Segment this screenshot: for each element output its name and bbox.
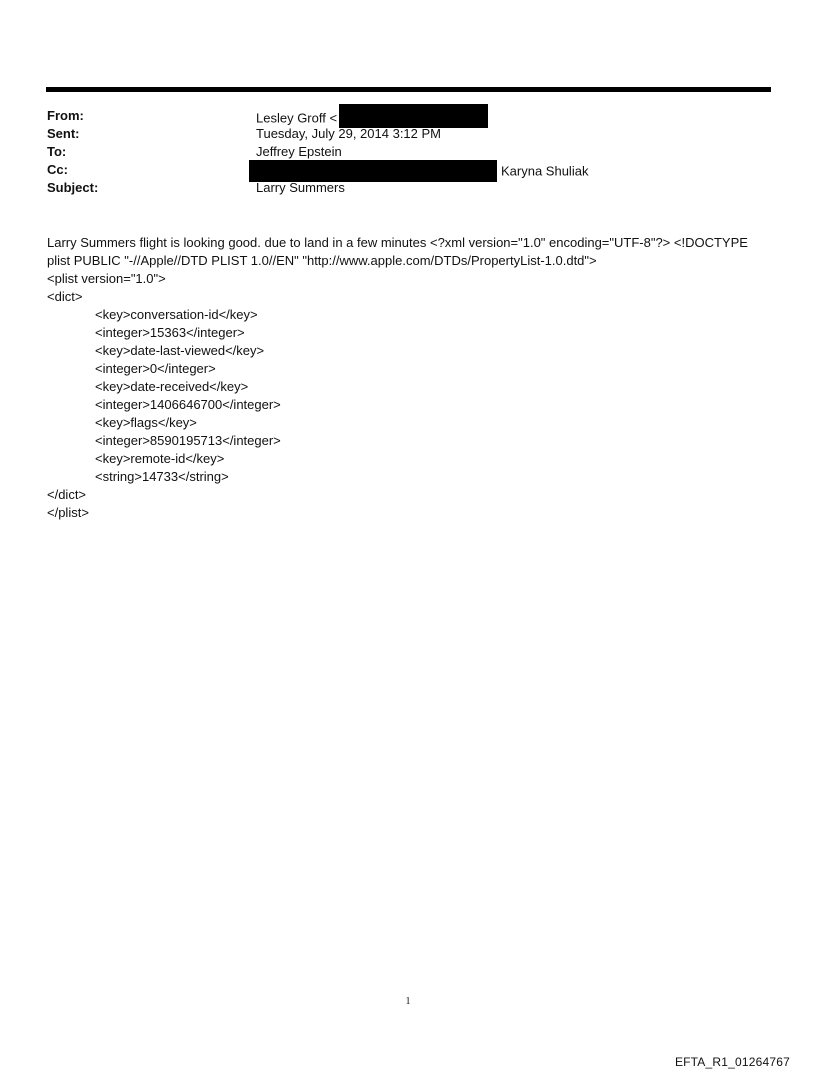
body-line: </dict> [47, 487, 87, 502]
email-header [47, 107, 767, 197]
sent-value: Tuesday, July 29, 2014 3:12 PM [256, 126, 441, 141]
to-label: To: [47, 144, 67, 159]
subject-row [47, 179, 767, 197]
body-line: <key>conversation-id</key> [95, 307, 258, 322]
to-value: Jeffrey Epstein [256, 144, 342, 159]
body-line: <plist version="1.0"> [47, 271, 166, 286]
sent-row [47, 125, 767, 143]
body-line: <key>flags</key> [95, 415, 197, 430]
body-line: plist PUBLIC "-//Apple//DTD PLIST 1.0//EN" "http://www.apple.com/DTDs/PropertyList-1.0.dtd"> [47, 253, 597, 268]
from-label: From: [47, 108, 84, 123]
email-body [47, 234, 777, 522]
subject-value: Larry Summers [256, 180, 345, 195]
from-row [47, 107, 767, 125]
body-line: </plist> [47, 505, 89, 520]
body-line: <integer>8590195713</integer> [95, 433, 281, 448]
to-row [47, 143, 767, 161]
page-number: 1 [405, 996, 411, 1007]
body-line: Larry Summers flight is looking good. due to land in a few minutes <?xml version="1.0" encoding="UTF-8"?> <!DOCTYPE [47, 235, 748, 250]
subject-label: Subject: [47, 180, 99, 195]
body-line: <dict> [47, 289, 83, 304]
from-sender: Lesley Groff < [256, 110, 338, 126]
body-line: <key>remote-id</key> [95, 451, 225, 466]
body-line: <key>date-received</key> [95, 379, 249, 394]
body-line: <string>14733</string> [95, 469, 229, 484]
sent-label: Sent: [47, 126, 80, 141]
body-line: <integer>15363</integer> [95, 325, 245, 340]
body-line: <integer>0</integer> [95, 361, 216, 376]
header-rule [46, 87, 771, 92]
cc-label: Cc: [47, 162, 68, 177]
document-id: EFTA_R1_01264767 [674, 1055, 790, 1069]
cc-recipient: Karyna Shuliak [501, 163, 589, 179]
cc-row [47, 161, 767, 179]
body-line: <integer>1406646700</integer> [95, 397, 281, 412]
body-line: <key>date-last-viewed</key> [95, 343, 265, 358]
